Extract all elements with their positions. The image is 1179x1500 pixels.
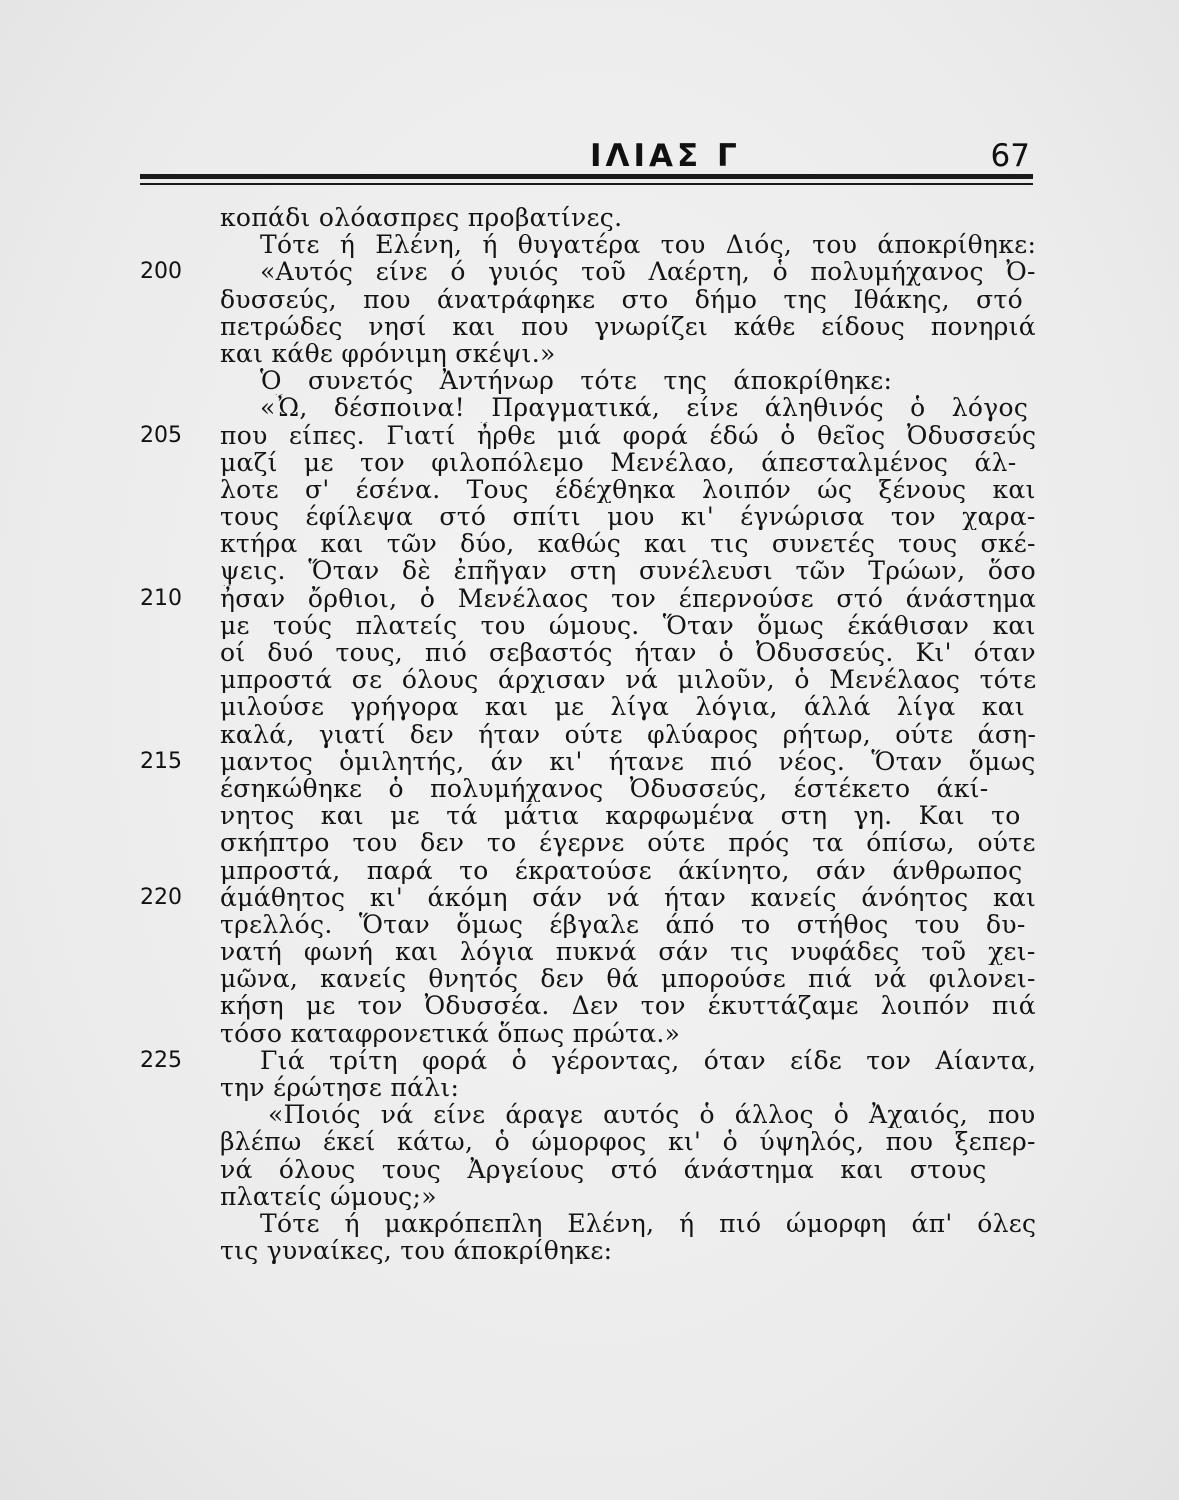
line-text: νά όλους τους Ἀργείους στό άνάστημα και στους (220, 1155, 987, 1183)
verse-line (140, 1128, 1040, 1155)
line-number: 215 (140, 748, 182, 774)
verse-line (140, 449, 1040, 476)
verse-line (140, 911, 1040, 938)
line-text: κοπάδι ολόασπρες προβατίνες. (220, 204, 623, 232)
verse-line (140, 585, 1040, 612)
verse-line (140, 775, 1040, 802)
running-title: ΙΛΙΑΣ Γ (590, 138, 741, 174)
verse-line (140, 1156, 1040, 1183)
verse-line (140, 422, 1040, 449)
verse-line (140, 639, 1040, 666)
verse-line (140, 1047, 1040, 1074)
line-text: κήση με τον Ὀδυσσέα. Δεν τον έκυττάζαμε λοιπόν πιά (220, 992, 1036, 1020)
line-text: μῶνα, κανείς θνητός δεν θά μπορούσε πιά νά φιλονει- (220, 965, 1036, 993)
line-number: 225 (140, 1047, 182, 1073)
verse-line (140, 1210, 1040, 1237)
line-text: λοτε σ' έσένα. Τους έδέχθηκα λοιπόν ώς ξένους και (220, 475, 1036, 504)
line-text: «Αυτός είνε ό γυιός τοῦ Λαέρτη, ὁ πολυμήχανος Ὀ- (260, 258, 1036, 286)
line-text: νητος και με τά μάτια καρφωμένα στη γη. Και το (220, 802, 1021, 830)
verse-line (140, 938, 1040, 965)
line-number: 205 (140, 422, 182, 448)
line-text: πλατείς ώμους;» (220, 1182, 437, 1210)
line-text: σκήπτρο του δεν το έγερνε ούτε πρός τα όπίσω, ούτε (220, 829, 1036, 857)
verse-line (140, 612, 1040, 639)
line-number: 200 (140, 259, 182, 285)
line-text: κτήρα και τῶν δύο, καθώς και τις συνετές τους σκέ- (220, 530, 1036, 558)
line-text: Γιά τρίτη φορά ὁ γέροντας, όταν είδε τον Αίαντα, (260, 1046, 1037, 1075)
line-text: «Ποιός νά είνε άραγε αυτός ὁ άλλος ὁ Ἀχαιός, που (268, 1101, 1036, 1129)
line-text: οί δυό τους, πιό σεβαστός ήταν ὁ Ὀδυσσεύς. Κι' όταν (220, 639, 1036, 667)
verse-line (140, 802, 1040, 829)
line-number: 220 (140, 884, 182, 910)
verse-line (140, 1183, 1040, 1210)
verse-line (140, 1101, 1040, 1128)
verse-line (140, 530, 1040, 557)
verse-line (140, 1237, 1040, 1264)
verse-line (140, 721, 1040, 748)
verse-line (140, 503, 1040, 530)
verse-line (140, 857, 1040, 884)
line-number: 210 (140, 585, 182, 611)
line-text: νατή φωνή και λόγια πυκνά σάν τις νυφάδες τοῦ χει- (220, 938, 1036, 966)
line-text: ἦσαν ὄρθιοι, ὁ Μενέλαος τον έπερνούσε στό άνάστημα (220, 584, 1037, 612)
verse-line (140, 829, 1040, 856)
line-text: μιλούσε γρήγορα και με λίγα λόγια, άλλά λίγα και (220, 693, 1026, 721)
verse-line (140, 992, 1040, 1019)
line-text: που είπες. Γιατί ἦρθε μιά φορά έδώ ὁ θεῖος Ὀδυσσεύς (220, 421, 1037, 449)
verse-line (140, 313, 1040, 340)
verse-line (140, 693, 1040, 720)
line-text: «Ὦ, δέσποινα! Πραγματικά, είνε άληθινός ὁ λόγος (260, 394, 1029, 422)
page-number: 67 (990, 138, 1030, 174)
verse-line (140, 557, 1040, 584)
line-text: τρελλός. Ὅταν ὅμως έβγαλε άπό το στήθος του δυ- (220, 910, 1026, 939)
line-text: τις γυναίκες, του άποκρίθηκε: (220, 1237, 613, 1265)
line-text: έσηκώθηκε ὁ πολυμήχανος Ὀδυσσεύς, έστέκετο άκί- (220, 774, 989, 803)
line-text: τους έφίλεψα στό σπίτι μου κι' έγνώρισα τον χαρα- (220, 503, 1036, 531)
line-text: την έρώτησε πάλι: (220, 1074, 460, 1102)
line-text: καλά, γιατί δεν ήταν ούτε φλύαρος ρήτωρ, ούτε άση- (220, 720, 1037, 748)
line-text: άμάθητος κι' άκόμη σάν νά ήταν κανείς άνόητος και (220, 883, 1037, 911)
line-text: μαντος ὁμιλητής, άν κι' ήτανε πιό νέος. Ὅταν ὅμως (220, 747, 1036, 775)
verse-line (140, 748, 1040, 775)
verse-line (140, 204, 1040, 231)
page-header (140, 138, 1030, 178)
line-text: Ὁ συνετός Ἀντήνωρ τότε της άποκρίθηκε: (260, 367, 893, 395)
line-text: μαζί με τον φιλοπόλεμο Μενέλαο, άπεσταλμένος άλ- (220, 448, 1017, 476)
verse-line (140, 666, 1040, 693)
verse-line (140, 884, 1040, 911)
line-text: δυσσεύς, που άνατράφηκε στο δήμο της Ιθάκης, στό (220, 285, 1024, 313)
verse-line (140, 476, 1040, 503)
line-text: μπροστά σε όλους άρχισαν νά μιλοῦν, ὁ Μενέλαος τότε (220, 666, 1037, 694)
header-rule-thick (140, 174, 1033, 179)
line-text: Τότε ή μακρόπεπλη Ελένη, ή πιό ώμορφη άπ' όλες (260, 1209, 1037, 1238)
line-text: και κάθε φρόνιμη σκέψι.» (220, 339, 556, 368)
verse-line (140, 340, 1040, 367)
line-text: με τούς πλατείς του ώμους. Ὅταν ὅμως έκάθισαν και (220, 611, 1036, 640)
header-rule-thin (140, 183, 1033, 185)
verse-line (140, 258, 1040, 285)
line-text: Τότε ή Ελένη, ή θυγατέρα του Διός, του άποκρίθηκε: (260, 231, 1037, 259)
verse-line (140, 1074, 1040, 1101)
line-text: μπροστά, παρά το έκρατούσε άκίνητο, σάν άνθρωπος (220, 856, 1023, 884)
line-text: ψεις. Ὅταν δὲ ἐπῆγαν στη συνέλευσι τῶν Τρώων, ὅσο (220, 557, 1036, 585)
verse-text-block (140, 204, 1040, 1264)
verse-line (140, 394, 1040, 421)
verse-line (140, 965, 1040, 992)
verse-line (140, 1020, 1040, 1047)
verse-line (140, 231, 1040, 258)
line-text: βλέπω έκεί κάτω, ὁ ώμορφος κι' ὁ ύψηλός, που ξεπερ- (220, 1128, 1036, 1156)
verse-line (140, 286, 1040, 313)
line-text: τόσο καταφρονετικά ὅπως πρώτα.» (220, 1019, 681, 1047)
verse-line (140, 367, 1040, 394)
line-text: πετρώδες νησί και που γνωρίζει κάθε είδους πονηριά (220, 312, 1036, 340)
